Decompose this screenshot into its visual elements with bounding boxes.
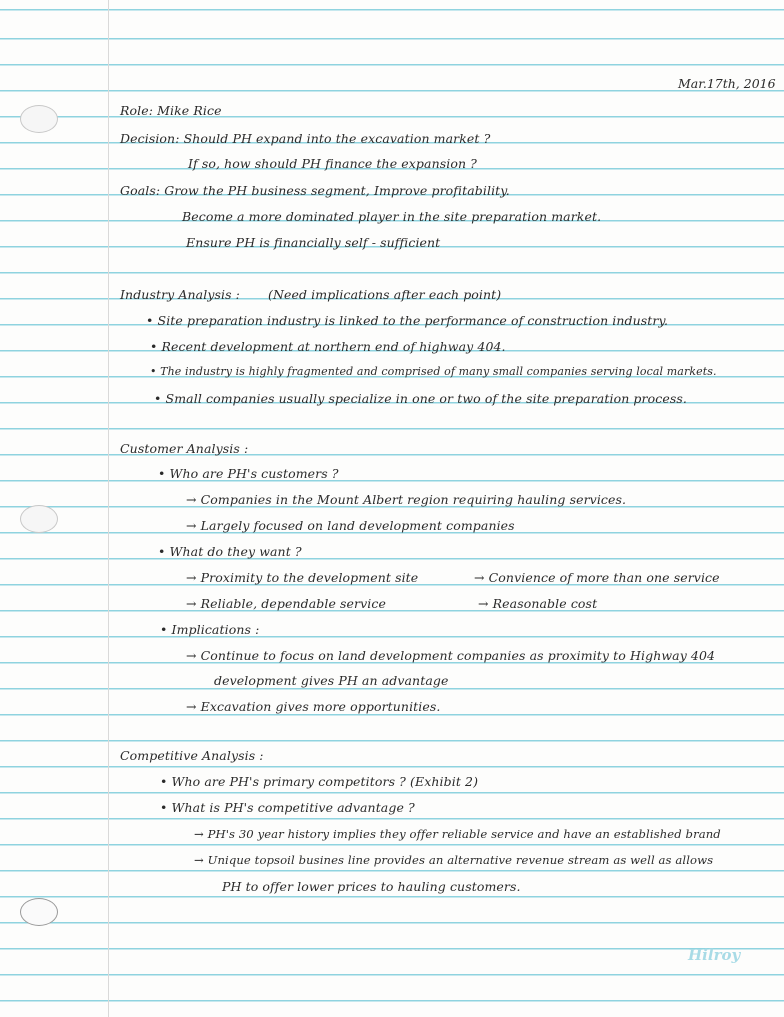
hilroy-logo: Hilroy (688, 946, 741, 964)
competitive-question: • What is PH's competitive advantage ? (160, 800, 415, 815)
goals-line-2: Become a more dominated player in the site preparation market. (182, 209, 602, 224)
competitive-answer: → Unique topsoil busines line provides an alternative revenue stream as well as allows (194, 853, 714, 867)
competitive-answer: → PH's 30 year history implies they offer reliable service and have an established brand (194, 827, 721, 841)
implication: → Excavation gives more opportunities. (186, 699, 441, 714)
role-line: Role: Mike Rice (120, 103, 222, 118)
punch-hole (20, 898, 58, 926)
industry-point: • Recent development at northern end of highway 404. (150, 339, 506, 354)
decision-line: Decision: Should PH expand into the excavation market ? (120, 131, 491, 146)
customer-answer: → Companies in the Mount Albert region requiring hauling services. (186, 492, 627, 507)
goals-line: Goals: Grow the PH business segment, Improve profitability. (120, 183, 510, 198)
margin-line (108, 0, 109, 1017)
industry-point: • Small companies usually specialize in one or two of the site preparation process. (154, 391, 687, 406)
competitive-heading: Competitive Analysis : (120, 748, 264, 763)
customer-question: • Who are PH's customers ? (158, 466, 339, 481)
implication: → Continue to focus on land development companies as proximity to Highway 404 (186, 648, 716, 663)
date: Mar.17th, 2016 (678, 76, 776, 91)
industry-note: (Need implications after each point) (268, 287, 502, 302)
customer-heading: Customer Analysis : (120, 441, 249, 456)
implication-cont: development gives PH an advantage (214, 673, 449, 688)
customer-answer: → Largely focused on land development companies (186, 518, 515, 533)
industry-heading: Industry Analysis : (120, 287, 240, 302)
punch-hole (20, 105, 58, 133)
competitive-answer-cont: PH to offer lower prices to hauling customers. (222, 879, 521, 894)
implications-heading: • Implications : (160, 622, 260, 637)
industry-point: • The industry is highly fragmented and comprised of many small companies serving local markets. (150, 365, 717, 378)
customer-question: • What do they want ? (158, 544, 302, 559)
customer-answer: → Reliable, dependable service (186, 596, 386, 611)
decision-line-2: If so, how should PH finance the expansion ? (188, 156, 477, 171)
customer-answer: → Convience of more than one service (474, 570, 720, 585)
goals-line-3: Ensure PH is financially self - sufficient (186, 235, 441, 250)
industry-point: • Site preparation industry is linked to the performance of construction industry. (146, 313, 669, 328)
punch-hole (20, 505, 58, 533)
customer-answer: → Reasonable cost (478, 596, 598, 611)
customer-answer: → Proximity to the development site (186, 570, 419, 585)
competitive-question: • Who are PH's primary competitors ? (Exhibit 2) (160, 774, 479, 789)
